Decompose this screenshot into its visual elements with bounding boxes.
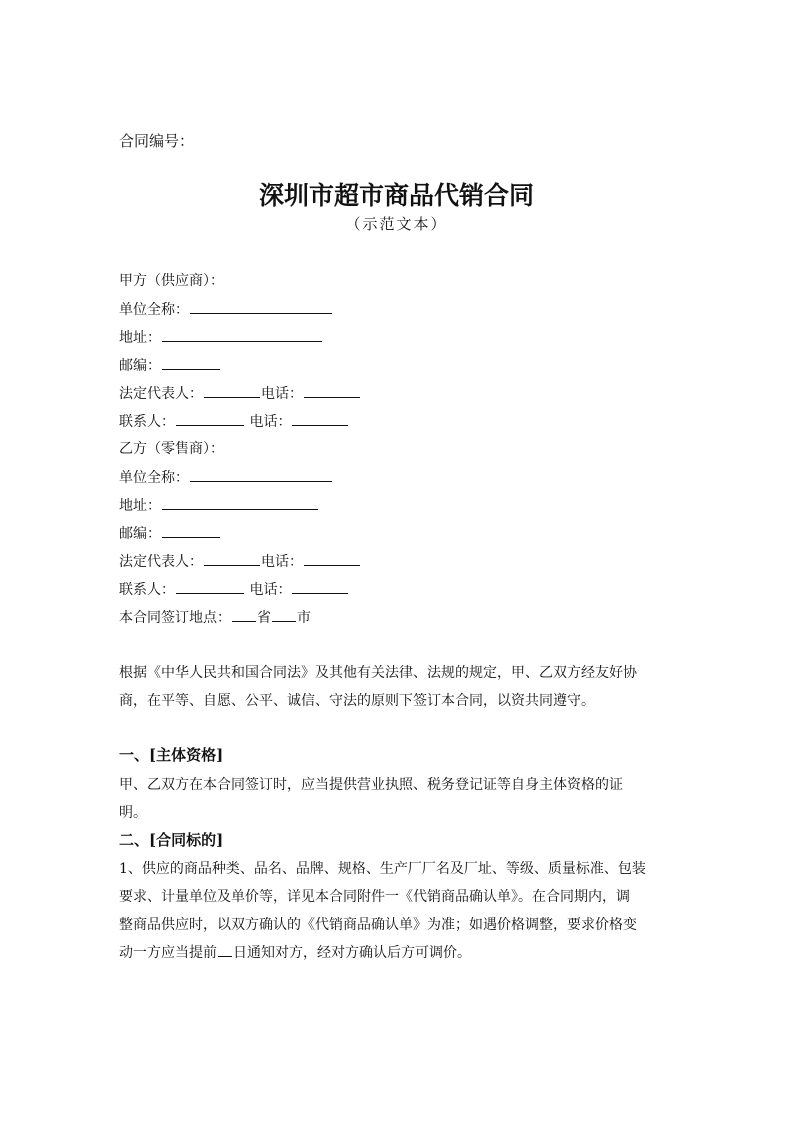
party-b-contact-row	[119, 579, 349, 599]
section-2-line-4-end: 日通知对方，经对方确认后方可调价。	[233, 945, 471, 961]
party-b-postcode-label: 邮编：	[119, 526, 161, 542]
party-a-contact-phone-blank[interactable]	[292, 411, 348, 426]
preamble-paragraph	[119, 659, 679, 715]
signing-city-blank[interactable]	[272, 607, 296, 622]
party-b-contact-phone-blank[interactable]	[292, 579, 348, 594]
section-2-paragraph	[119, 855, 679, 967]
party-b-unit-name-label: 单位全称：	[119, 470, 189, 486]
party-b-unit-name-row	[119, 467, 333, 487]
signing-province-blank[interactable]	[232, 607, 256, 622]
party-b-contact-blank[interactable]	[176, 579, 244, 594]
party-a-phone-label: 电话：	[261, 386, 303, 402]
party-b-legal-rep-blank[interactable]	[204, 551, 260, 566]
party-a-postcode-blank[interactable]	[162, 355, 220, 370]
party-b-address-row	[119, 495, 319, 515]
party-a-contact-label: 联系人：	[119, 414, 175, 430]
signing-province-label: 省	[257, 610, 271, 626]
party-a-contact-phone-label: 电话：	[249, 414, 292, 430]
section-1-line-2: 明。	[119, 805, 147, 821]
party-b-postcode-row	[119, 523, 221, 543]
party-b-unit-name-blank[interactable]	[190, 467, 332, 482]
party-b-legal-rep-row	[119, 551, 361, 571]
party-a-postcode-label: 邮编：	[119, 358, 161, 374]
party-a-phone-blank[interactable]	[304, 383, 360, 398]
party-b-legal-rep-label: 法定代表人：	[119, 554, 203, 570]
party-a-unit-name-label: 单位全称：	[119, 302, 189, 318]
party-a-unit-name-blank[interactable]	[190, 299, 332, 314]
party-a-legal-rep-row	[119, 383, 361, 403]
party-a-heading: 甲方（供应商）：	[119, 273, 224, 289]
section-2-line-4	[119, 939, 679, 967]
party-b-contact-phone-label: 电话：	[249, 582, 292, 598]
signing-place-label: 本合同签订地点：	[119, 610, 231, 626]
party-a-contact-row	[119, 411, 349, 431]
party-b-phone-label: 电话：	[261, 554, 303, 570]
party-a-postcode-row	[119, 355, 221, 375]
party-b-phone-blank[interactable]	[304, 551, 360, 566]
section-1-heading: 一、[主体资格]	[119, 746, 224, 764]
party-a-legal-rep-blank[interactable]	[204, 383, 260, 398]
signing-place-row	[119, 607, 311, 627]
document-subtitle: （示范文本）	[345, 215, 448, 233]
party-a-legal-rep-label: 法定代表人：	[119, 386, 203, 402]
party-a-contact-blank[interactable]	[176, 411, 244, 426]
party-a-unit-name-row	[119, 299, 333, 319]
section-2-line-3: 整商品供应时，以双方确认的《代销商品确认单》为准；如遇价格调整，要求价格变	[119, 917, 637, 933]
preamble-line-1: 根据《中华人民共和国合同法》及其他有关法律、法规的规定，甲、乙双方经友好协	[119, 665, 637, 681]
section-2-line-4-start: 动一方应当提前	[119, 945, 217, 961]
section-2-line-1: 1、供应的商品种类、品名、品牌、规格、生产厂厂名及厂址、等级、质量标准、包装	[119, 861, 646, 877]
signing-city-label: 市	[297, 610, 311, 626]
party-b-heading: 乙方（零售商）：	[119, 441, 224, 457]
party-b-postcode-blank[interactable]	[162, 523, 220, 538]
notice-days-blank[interactable]	[218, 942, 232, 957]
section-1-line-1: 甲、乙双方在本合同签订时，应当提供营业执照、税务登记证等自身主体资格的证	[119, 777, 623, 793]
document-title: 深圳市超市商品代销合同	[258, 181, 534, 210]
section-2-heading: 二、[合同标的]	[119, 831, 224, 849]
party-b-contact-label: 联系人：	[119, 582, 175, 598]
party-b-address-label: 地址：	[119, 498, 161, 514]
party-a-address-row	[119, 327, 323, 347]
party-a-address-label: 地址：	[119, 330, 161, 346]
party-b-address-blank[interactable]	[162, 495, 318, 510]
party-a-address-blank[interactable]	[162, 327, 322, 342]
preamble-line-2: 商，在平等、自愿、公平、诚信、守法的原则下签订本合同，以资共同遵守。	[119, 693, 595, 709]
section-2-line-2: 要求、计量单位及单价等，详见本合同附件一《代销商品确认单》。在合同期内，调	[119, 889, 630, 905]
contract-number-label: 合同编号：	[119, 132, 195, 150]
section-1-paragraph	[119, 771, 679, 827]
